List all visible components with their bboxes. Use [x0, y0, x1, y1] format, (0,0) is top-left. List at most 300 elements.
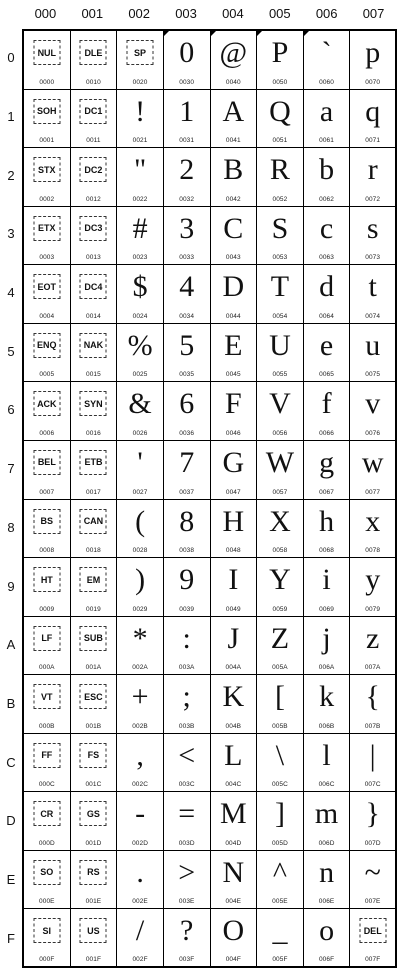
control-abbreviation: NUL — [33, 40, 60, 65]
character-glyph: * — [132, 621, 148, 655]
char-cell — [164, 734, 211, 793]
char-cell — [350, 851, 397, 910]
character-glyph: # — [132, 211, 148, 245]
character-glyph: ) — [135, 563, 146, 597]
row-header: 4 — [7, 285, 15, 301]
char-cell — [304, 207, 351, 266]
code-point: 005C — [271, 781, 288, 789]
char-cell — [257, 617, 304, 676]
control-abbreviation: ENQ — [33, 333, 60, 358]
code-point: 001C — [85, 781, 102, 789]
character-glyph: y — [365, 563, 381, 597]
char-cell — [117, 441, 164, 500]
character-glyph: e — [319, 328, 334, 362]
code-point: 007C — [364, 781, 381, 789]
row-header: D — [6, 813, 16, 829]
code-point: 0073 — [365, 254, 381, 262]
character-glyph: M — [219, 797, 247, 831]
control-abbreviation: VT — [33, 684, 60, 709]
char-cell — [304, 31, 351, 90]
code-point: 0006 — [39, 429, 55, 437]
char-cell — [257, 675, 304, 734]
code-point: 0007 — [39, 488, 55, 496]
char-cell — [304, 851, 351, 910]
row-header: A — [6, 637, 16, 653]
character-glyph: m — [314, 797, 339, 831]
char-cell — [350, 792, 397, 851]
control-abbreviation: ACK — [33, 391, 60, 416]
character-glyph: H — [222, 504, 245, 538]
char-cell — [350, 734, 397, 793]
char-cell — [350, 675, 397, 734]
control-abbreviation: DLE — [80, 40, 107, 65]
char-cell — [117, 500, 164, 559]
code-point: 007B — [364, 722, 381, 730]
character-glyph: < — [178, 738, 196, 772]
char-cell — [117, 148, 164, 207]
char-cell — [24, 792, 71, 851]
character-glyph: 5 — [179, 328, 195, 362]
character-glyph: S — [271, 211, 289, 245]
code-point: 0076 — [365, 429, 381, 437]
code-point: 0069 — [319, 605, 334, 613]
code-point: 0059 — [272, 605, 288, 613]
code-point: 0070 — [365, 78, 381, 86]
code-point: 0061 — [319, 137, 334, 145]
control-abbreviation: ETX — [33, 216, 60, 241]
char-cell — [211, 207, 258, 266]
char-cell — [211, 324, 258, 383]
char-cell — [71, 441, 118, 500]
character-glyph: Z — [270, 621, 290, 655]
char-cell — [304, 734, 351, 793]
char-cell — [350, 324, 397, 383]
character-glyph: r — [367, 153, 378, 187]
code-point: 001D — [85, 839, 102, 847]
char-cell — [71, 617, 118, 676]
code-point: 004E — [225, 898, 242, 906]
character-glyph: [ — [274, 680, 285, 714]
character-glyph: - — [135, 797, 146, 831]
code-point: 000C — [38, 781, 55, 789]
character-glyph: k — [319, 680, 335, 714]
char-cell — [257, 324, 304, 383]
char-cell — [350, 207, 397, 266]
row-header: 0 — [7, 50, 15, 66]
character-glyph: 7 — [179, 445, 195, 479]
char-cell — [211, 31, 258, 90]
character-glyph: p — [365, 36, 381, 69]
code-point: 0052 — [272, 195, 288, 203]
code-point: 0055 — [272, 371, 288, 379]
character-glyph: / — [135, 914, 145, 948]
row-header: 6 — [7, 402, 15, 418]
char-cell — [257, 207, 304, 266]
code-point: 001E — [85, 898, 102, 906]
char-cell — [257, 148, 304, 207]
code-point: 0021 — [132, 137, 148, 145]
char-cell — [350, 909, 397, 968]
char-cell — [117, 851, 164, 910]
char-cell — [71, 31, 118, 90]
char-cell — [211, 148, 258, 207]
code-point: 0049 — [225, 605, 241, 613]
character-glyph: 0 — [179, 36, 195, 69]
code-point: 0057 — [272, 488, 288, 496]
control-abbreviation: BS — [33, 509, 60, 534]
char-cell — [117, 90, 164, 149]
code-point: 0068 — [319, 547, 334, 555]
control-abbreviation: DC2 — [80, 157, 107, 182]
column-header: 006 — [315, 6, 338, 21]
row-header: 1 — [7, 109, 15, 125]
char-cell — [304, 382, 351, 441]
character-glyph: 2 — [179, 153, 195, 187]
code-point: 0062 — [319, 195, 334, 203]
char-cell — [117, 909, 164, 968]
code-point: 0051 — [272, 137, 288, 145]
char-cell — [304, 792, 351, 851]
character-glyph: 6 — [179, 387, 195, 421]
control-abbreviation: FS — [80, 743, 107, 768]
character-glyph: 9 — [179, 563, 195, 597]
control-abbreviation: SI — [33, 918, 60, 943]
character-glyph: = — [178, 797, 196, 831]
code-point: 005E — [272, 898, 288, 906]
char-cell — [24, 851, 71, 910]
control-abbreviation: EM — [80, 567, 107, 592]
row-header: C — [6, 754, 16, 770]
character-glyph: % — [127, 328, 153, 362]
char-cell — [71, 90, 118, 149]
code-point: 004B — [225, 722, 242, 730]
char-cell — [350, 148, 397, 207]
code-point: 0015 — [86, 371, 101, 379]
code-point: 0038 — [179, 547, 195, 555]
code-point: 005D — [271, 839, 288, 847]
code-point: 007E — [364, 898, 381, 906]
char-cell — [304, 558, 351, 617]
code-point: 0072 — [365, 195, 381, 203]
code-point: 0005 — [39, 371, 55, 379]
character-glyph: l — [322, 738, 331, 772]
char-cell — [257, 909, 304, 968]
code-point: 0078 — [365, 547, 381, 555]
code-point: 000D — [38, 839, 55, 847]
code-point: 0033 — [179, 254, 195, 262]
control-abbreviation: RS — [80, 860, 107, 885]
row-header: 7 — [7, 461, 15, 477]
code-point: 0048 — [225, 547, 241, 555]
character-glyph: > — [178, 855, 196, 889]
char-cell — [71, 148, 118, 207]
char-cell — [164, 382, 211, 441]
code-point: 006F — [318, 956, 335, 963]
char-cell — [257, 734, 304, 793]
character-glyph: o — [319, 914, 335, 948]
code-point: 0016 — [86, 429, 101, 437]
column-header: 005 — [268, 6, 291, 21]
char-cell — [304, 90, 351, 149]
character-glyph: _ — [272, 914, 288, 948]
column-header: 004 — [222, 6, 244, 21]
code-point: 0077 — [365, 488, 381, 496]
column-header: 001 — [81, 6, 104, 21]
char-cell — [257, 792, 304, 851]
char-cell — [164, 265, 211, 324]
char-cell — [117, 382, 164, 441]
char-cell — [71, 207, 118, 266]
character-glyph: q — [365, 94, 381, 128]
code-point: 0026 — [132, 429, 148, 437]
character-glyph: a — [319, 94, 334, 128]
character-glyph: \ — [275, 738, 285, 772]
code-point: 0064 — [319, 312, 334, 320]
control-abbreviation: GS — [80, 801, 107, 826]
char-cell — [24, 558, 71, 617]
code-point: 0003 — [39, 254, 55, 262]
character-glyph: ] — [274, 797, 285, 831]
code-point: 006A — [318, 664, 335, 672]
char-cell — [257, 500, 304, 559]
code-point: 000B — [39, 722, 55, 730]
char-cell — [117, 675, 164, 734]
character-glyph: T — [270, 270, 290, 304]
code-point: 004F — [225, 956, 241, 963]
char-cell — [164, 441, 211, 500]
code-point: 0027 — [132, 488, 148, 496]
character-glyph: ~ — [364, 855, 381, 889]
row-header: 9 — [7, 578, 15, 594]
char-cell — [117, 558, 164, 617]
control-abbreviation: CR — [33, 801, 60, 826]
code-point: 0012 — [86, 195, 101, 203]
char-cell — [304, 441, 351, 500]
char-cell — [164, 851, 211, 910]
code-point: 0017 — [86, 488, 101, 496]
control-abbreviation: STX — [33, 157, 60, 182]
char-cell — [24, 207, 71, 266]
character-glyph: v — [365, 387, 381, 421]
character-glyph: N — [222, 855, 245, 889]
char-cell — [117, 324, 164, 383]
code-point: 003E — [178, 898, 195, 906]
char-cell — [211, 382, 258, 441]
char-cell — [257, 90, 304, 149]
character-glyph: j — [322, 621, 331, 655]
character-glyph: E — [224, 328, 243, 362]
character-glyph: B — [223, 153, 244, 187]
code-point: 005A — [272, 664, 288, 672]
code-point: 001B — [85, 722, 102, 730]
code-point: 0042 — [225, 195, 241, 203]
char-cell — [71, 675, 118, 734]
character-glyph: C — [223, 211, 244, 245]
code-point: 0024 — [132, 312, 148, 320]
code-point: 007F — [365, 956, 381, 963]
character-glyph: i — [322, 563, 331, 597]
character-glyph: F — [224, 387, 242, 421]
char-cell — [304, 265, 351, 324]
character-glyph: | — [369, 738, 376, 772]
char-cell — [24, 31, 71, 90]
character-glyph: : — [182, 621, 191, 655]
char-cell — [257, 265, 304, 324]
character-glyph: 8 — [179, 504, 195, 538]
code-point: 002B — [132, 722, 148, 730]
character-glyph: ? — [180, 914, 194, 948]
row-header: E — [6, 871, 16, 887]
character-glyph: g — [319, 445, 335, 479]
character-glyph: Q — [269, 94, 291, 128]
char-cell — [71, 734, 118, 793]
character-glyph: ! — [135, 94, 146, 128]
code-point: 0008 — [39, 547, 55, 555]
char-cell — [164, 31, 211, 90]
char-cell — [164, 792, 211, 851]
control-abbreviation: SOH — [33, 99, 60, 124]
character-glyph: } — [365, 797, 380, 831]
code-point: 0000 — [39, 78, 55, 86]
control-abbreviation: SYN — [80, 391, 107, 416]
control-abbreviation: SO — [33, 860, 60, 885]
row-header: 8 — [7, 519, 15, 535]
char-cell — [117, 265, 164, 324]
code-point: 002A — [132, 664, 148, 672]
control-abbreviation: US — [80, 918, 107, 943]
code-point: 002C — [132, 781, 149, 789]
control-abbreviation: DEL — [359, 918, 386, 943]
char-cell — [164, 90, 211, 149]
char-cell — [350, 617, 397, 676]
char-cell — [164, 500, 211, 559]
character-glyph: u — [365, 328, 381, 362]
char-cell — [117, 207, 164, 266]
code-point: 007D — [364, 839, 381, 847]
character-glyph: @ — [219, 36, 248, 69]
code-point: 0018 — [86, 547, 101, 555]
control-abbreviation: DC4 — [80, 274, 107, 299]
char-cell — [117, 617, 164, 676]
char-cell — [350, 500, 397, 559]
char-cell — [24, 382, 71, 441]
code-point: 0028 — [132, 547, 148, 555]
code-point: 0039 — [179, 605, 195, 613]
code-point: 002E — [132, 898, 148, 906]
character-glyph: , — [136, 738, 144, 772]
code-point: 004A — [225, 664, 242, 672]
char-cell — [211, 500, 258, 559]
character-glyph: { — [365, 680, 380, 714]
code-point: 0001 — [39, 137, 55, 145]
control-abbreviation: NAK — [80, 333, 107, 358]
code-point: 0040 — [225, 78, 241, 86]
char-cell — [257, 382, 304, 441]
row-header: F — [7, 930, 15, 946]
char-cell — [257, 558, 304, 617]
row-header: 5 — [7, 343, 15, 359]
char-cell — [24, 148, 71, 207]
character-glyph: W — [265, 445, 295, 479]
character-glyph: x — [365, 504, 381, 538]
code-point: 004D — [225, 839, 242, 847]
control-abbreviation: DC1 — [80, 99, 107, 124]
character-glyph: V — [269, 387, 291, 421]
code-point: 0043 — [225, 254, 241, 262]
character-glyph: U — [269, 328, 291, 362]
code-point: 001F — [85, 956, 102, 963]
code-point: 005F — [272, 956, 288, 963]
char-cell — [211, 734, 258, 793]
code-point: 006D — [318, 839, 335, 847]
code-point: 002D — [132, 839, 149, 847]
code-point: 007A — [364, 664, 381, 672]
char-cell — [71, 558, 118, 617]
character-glyph: 1 — [179, 94, 195, 128]
character-glyph: $ — [132, 270, 148, 304]
char-cell — [257, 851, 304, 910]
char-cell — [71, 851, 118, 910]
code-point: 0022 — [132, 195, 148, 203]
character-glyph: A — [222, 94, 245, 128]
character-glyph: & — [128, 387, 152, 421]
character-glyph: h — [319, 504, 335, 538]
code-point: 004C — [225, 781, 242, 789]
char-cell — [164, 909, 211, 968]
character-glyph: + — [131, 680, 149, 714]
code-point: 006B — [318, 722, 335, 730]
character-glyph: L — [224, 738, 243, 772]
char-cell — [117, 792, 164, 851]
code-point: 0071 — [365, 137, 381, 145]
control-abbreviation: HT — [33, 567, 60, 592]
char-cell — [164, 324, 211, 383]
code-point: 0045 — [225, 371, 241, 379]
character-glyph: G — [222, 445, 245, 479]
control-abbreviation: SP — [127, 40, 154, 65]
char-cell — [350, 441, 397, 500]
code-point: 0066 — [319, 429, 334, 437]
code-point: 003F — [179, 956, 195, 963]
character-glyph: w — [361, 445, 384, 479]
char-cell — [117, 734, 164, 793]
row-header: 2 — [7, 167, 15, 183]
code-point: 001A — [85, 664, 102, 672]
character-glyph: f — [321, 387, 332, 421]
char-cell — [350, 265, 397, 324]
character-grid — [22, 29, 397, 968]
code-point: 0046 — [225, 429, 241, 437]
character-glyph: b — [319, 153, 335, 187]
column-header: 000 — [34, 6, 57, 21]
code-point: 0004 — [39, 312, 55, 320]
column-header: 003 — [175, 6, 197, 21]
character-glyph: D — [222, 270, 245, 304]
char-cell — [350, 31, 397, 90]
code-point: 0036 — [179, 429, 195, 437]
char-cell — [257, 441, 304, 500]
code-point: 003B — [178, 722, 195, 730]
control-abbreviation: ESC — [80, 684, 107, 709]
control-abbreviation: FF — [33, 743, 60, 768]
code-point: 0044 — [225, 312, 241, 320]
code-point: 0031 — [179, 137, 195, 145]
char-cell — [211, 90, 258, 149]
code-point: 0074 — [365, 312, 381, 320]
column-header: 007 — [362, 6, 385, 21]
code-point: 003D — [178, 839, 195, 847]
code-point: 0058 — [272, 547, 288, 555]
